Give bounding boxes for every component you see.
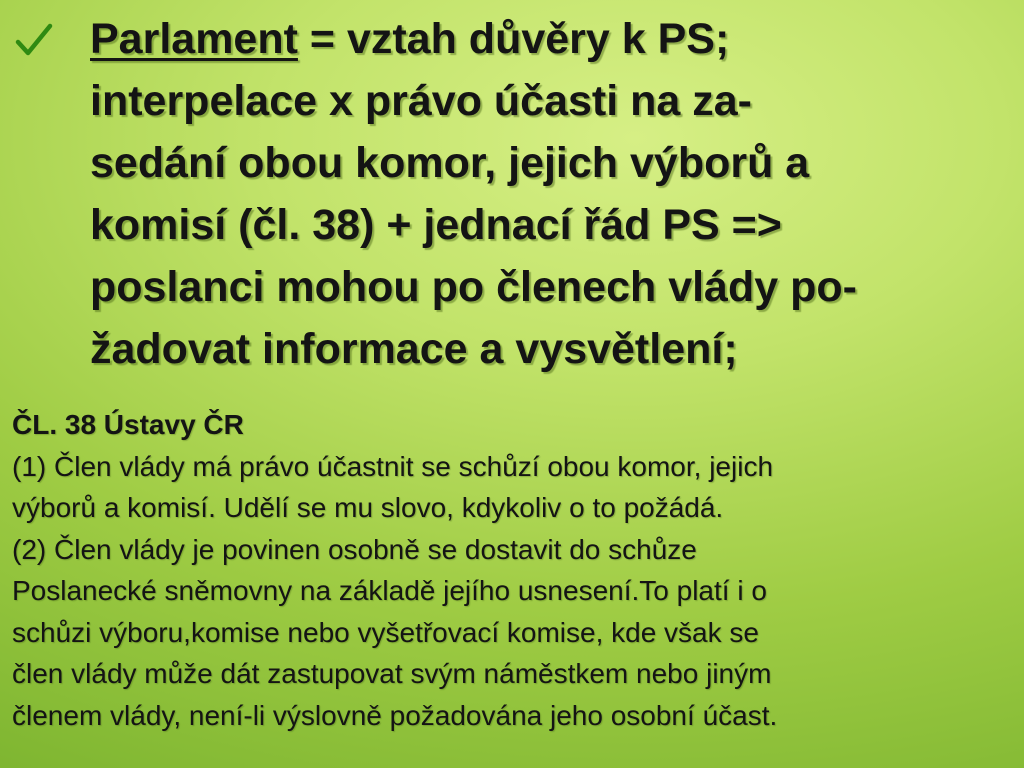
bullet-keyword: Parlament [90, 15, 298, 63]
bullet-line: žadovat informace a vysvětlení; [90, 325, 738, 373]
law-title: ČL. 38 Ústavy ČR [12, 409, 244, 440]
bullet-line: sedání obou komor, jejich výborů a [90, 139, 810, 187]
bullet-line: interpelace x právo účasti na za- [90, 77, 752, 125]
law-line: Poslanecké sněmovny na základě jejího usnesení.To platí i o [12, 575, 767, 606]
law-line: člen vlády může dát zastupovat svým náměstkem nebo jiným [12, 658, 772, 689]
bullet-line: poslanci mohou po členech vlády po- [90, 263, 857, 311]
bullet-line-rest: = vztah důvěry k PS; [297, 15, 730, 63]
law-line: (2) Člen vlády je povinen osobně se dostavit do schůze [12, 533, 697, 565]
law-line: (1) Člen vlády má právo účastnit se schůzí obou komor, jejich [12, 450, 774, 482]
law-article [12, 404, 1012, 736]
law-line: členem vlády, není-li výslovně požadována jeho osobní účast. [12, 699, 778, 731]
checkmark-icon [14, 20, 54, 60]
bullet-text [90, 8, 1020, 380]
bullet-line: komisí (čl. 38) + jednací řád PS => [90, 201, 782, 249]
bullet-line [90, 8, 1020, 70]
law-line: výborů a komisí. Udělí se mu slovo, kdykoliv o to požádá. [12, 492, 724, 523]
law-line: schůzi výboru,komise nebo vyšetřovací komise, kde však se [12, 616, 759, 648]
